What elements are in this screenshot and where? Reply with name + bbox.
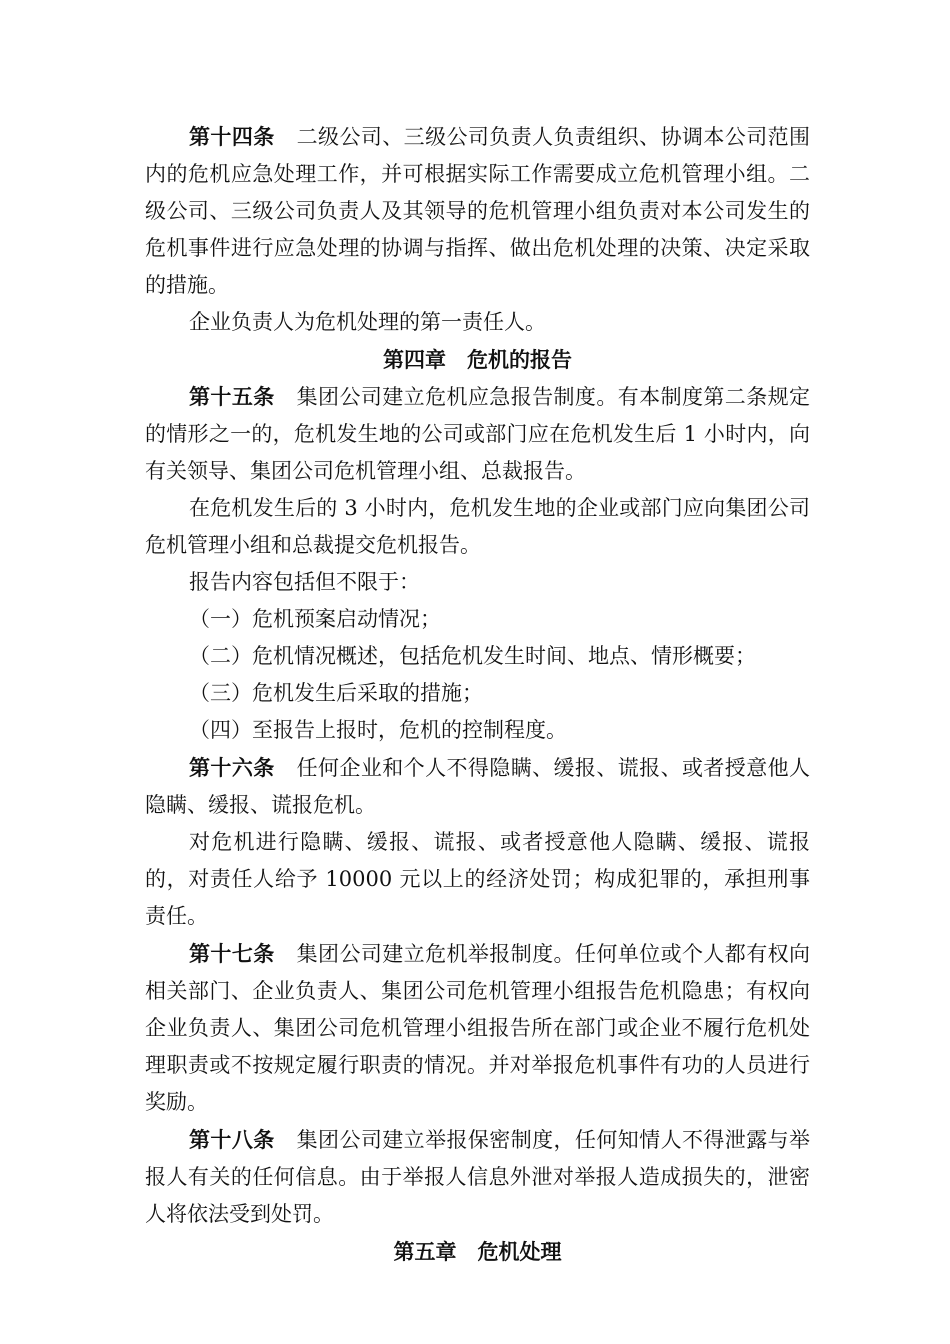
- article-18-label: 第十八条: [189, 1127, 275, 1152]
- article-15-text: 集团公司建立危机应急报告制度。有本制度第二条规定的情形之一的，危机发生地的公司或部门应在危机发生后 1 小时内，向有关领导、集团公司危机管理小组、总裁报告。: [145, 385, 811, 483]
- article-16-paragraph-2: 对危机进行隐瞒、缓报、谎报、或者授意他人隐瞒、缓报、谎报的，对责任人给予 10000 元以上的经济处罚；构成犯罪的，承担刑事责任。: [145, 830, 810, 928]
- article-18-paragraph: [145, 1121, 810, 1233]
- list-item: （一）危机预案启动情况；: [189, 607, 441, 631]
- article-14-text: 二级公司、三级公司负责人负责组织、协调本公司范围内的危机应急处理工作，并可根据实际工作需要成立危机管理小组。二级公司、三级公司负责人及其领导的危机管理小组负责对本公司发生的危机事件进行应急处理的协调与指挥、做出危机处理的决策、决定采取的措施。: [145, 125, 811, 297]
- article-16-label: 第十六条: [189, 755, 275, 780]
- article-17-text: 集团公司建立危机举报制度。任何单位或个人都有权向相关部门、企业负责人、集团公司危机管理小组报告危机隐患；有权向企业负责人、集团公司危机管理小组报告所在部门或企业不履行危机处理职责或不按规定履行职责的情况。并对举报危机事件有功的人员进行奖励。: [145, 942, 811, 1114]
- article-14-paragraph-2: 企业负责人为危机处理的第一责任人。: [189, 310, 546, 334]
- list-item: （四）至报告上报时，危机的控制程度。: [189, 718, 567, 742]
- list-item: （三）危机发生后采取的措施；: [189, 681, 483, 705]
- document-body: [145, 118, 810, 1270]
- article-15-label: 第十五条: [189, 384, 275, 409]
- article-17-paragraph: [145, 935, 810, 1121]
- article-17-label: 第十七条: [189, 941, 275, 966]
- article-15-paragraph-2: 在危机发生后的 3 小时内，危机发生地的企业或部门应向集团公司危机管理小组和总裁提交危机报告。: [145, 496, 810, 557]
- article-16-text: 任何企业和个人不得隐瞒、缓报、谎报、或者授意他人隐瞒、缓报、谎报危机。: [145, 756, 811, 817]
- article-14-label: 第十四条: [189, 124, 275, 149]
- chapter-5-heading: 第五章 危机处理: [393, 1239, 562, 1264]
- article-15-paragraph-3: 报告内容包括但不限于：: [189, 570, 420, 594]
- article-18-text: 集团公司建立举报保密制度，任何知情人不得泄露与举报人有关的任何信息。由于举报人信息外泄对举报人造成损失的，泄密人将依法受到处罚。: [145, 1128, 811, 1226]
- article-15-paragraph: [145, 378, 810, 490]
- article-16-paragraph: [145, 749, 810, 824]
- chapter-4-heading: 第四章 危机的报告: [383, 347, 572, 372]
- article-14-paragraph: [145, 118, 810, 304]
- list-item: （二）危机情况概述，包括危机发生时间、地点、情形概要；: [189, 644, 756, 668]
